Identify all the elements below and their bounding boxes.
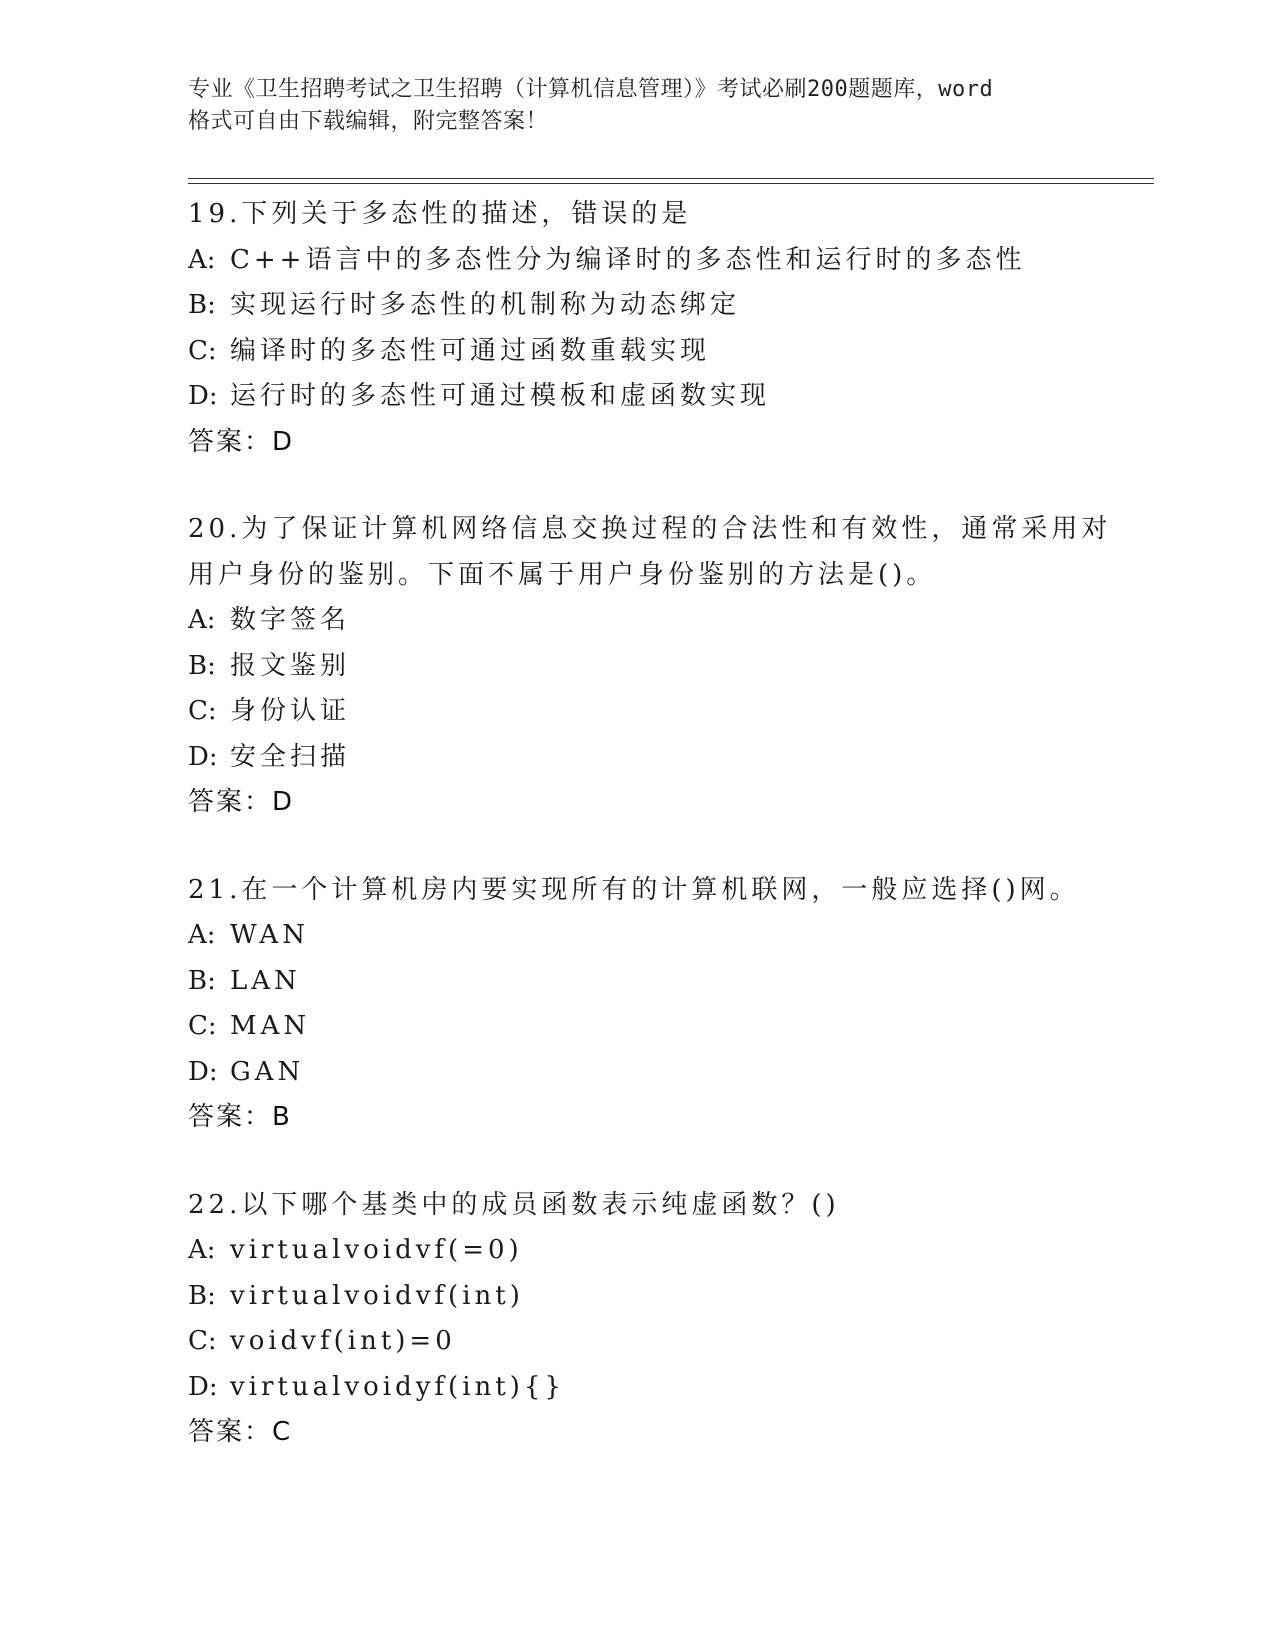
option-text: MAN — [230, 1011, 311, 1041]
option-text: GAN — [230, 1056, 305, 1087]
header-divider-bottom — [188, 183, 1154, 184]
option-c — [188, 689, 1118, 735]
question-22 — [188, 1183, 1118, 1456]
header-line-1: 专业《卫生招聘考试之卫生招聘（计算机信息管理）》考试必刷200题题库，word — [188, 77, 994, 102]
option-text: 身份认证 — [230, 696, 351, 726]
question-list — [188, 192, 1118, 1498]
option-key: D: — [188, 1371, 218, 1402]
option-text: voidvf(int)=0 — [230, 1326, 456, 1356]
option-text: C++语言中的多态性分为编译时的多态性和运行时的多态性 — [230, 244, 1026, 275]
option-key: D: — [188, 381, 218, 411]
question-21 — [188, 868, 1118, 1141]
option-text: virtualvoidvf(=0) — [230, 1235, 523, 1265]
document-header — [188, 74, 1088, 138]
question-19 — [188, 192, 1118, 465]
option-text: 安全扫描 — [230, 741, 351, 772]
answer-label: 答案：C — [188, 1417, 293, 1447]
option-b — [188, 283, 1118, 329]
option-text: 数字签名 — [230, 605, 351, 635]
option-b — [188, 644, 1118, 690]
option-text: 报文鉴别 — [230, 650, 351, 681]
question-20 — [188, 507, 1118, 826]
option-c — [188, 1319, 1118, 1365]
option-b — [188, 959, 1118, 1005]
option-key: D: — [188, 741, 218, 772]
option-d — [188, 374, 1118, 420]
option-key: A: — [188, 605, 216, 635]
option-d — [188, 735, 1118, 781]
option-key: B: — [188, 290, 216, 320]
option-key: A: — [188, 920, 216, 950]
answer-label: 答案：D — [188, 787, 295, 817]
option-key: A: — [188, 1235, 216, 1265]
option-text: 编译时的多态性可通过函数重载实现 — [230, 335, 711, 366]
option-key: B: — [188, 1280, 216, 1311]
option-text: virtualvoidvf(int) — [230, 1280, 524, 1311]
option-key: B: — [188, 965, 216, 996]
option-key: B: — [188, 650, 216, 681]
option-d — [188, 1365, 1118, 1411]
answer-label: 答案：B — [188, 1102, 292, 1132]
option-key: A: — [188, 244, 216, 275]
option-key: C: — [188, 1326, 217, 1356]
option-c — [188, 1004, 1118, 1050]
option-text: WAN — [230, 920, 309, 950]
option-a — [188, 598, 1118, 644]
question-stem: 20.为了保证计算机网络信息交换过程的合法性和有效性，通常采用对 — [188, 514, 1112, 544]
option-c — [188, 329, 1118, 375]
question-stem: 用户身份的鉴别。下面不属于用户身份鉴别的方法是()。 — [188, 559, 937, 590]
option-text: virtualvoidyf(int){} — [230, 1371, 565, 1402]
question-stem: 19.下列关于多态性的描述，错误的是 — [188, 199, 692, 229]
option-text: 实现运行时多态性的机制称为动态绑定 — [230, 290, 741, 320]
option-d — [188, 1050, 1118, 1096]
answer-label: 答案：D — [188, 426, 295, 457]
option-b — [188, 1274, 1118, 1320]
option-text: 运行时的多态性可通过模板和虚函数实现 — [230, 381, 771, 411]
option-key: C: — [188, 696, 217, 726]
option-key: C: — [188, 1011, 217, 1041]
question-stem: 22.以下哪个基类中的成员函数表示纯虚函数？() — [188, 1189, 840, 1220]
option-a — [188, 913, 1118, 959]
option-text: LAN — [230, 965, 301, 996]
option-key: C: — [188, 335, 217, 366]
header-divider-top — [188, 178, 1154, 179]
header-line-2: 格式可自由下载编辑，附完整答案！ — [188, 109, 549, 134]
question-stem: 21.在一个计算机房内要实现所有的计算机联网，一般应选择()网。 — [188, 874, 1080, 905]
option-a — [188, 1228, 1118, 1274]
option-a — [188, 238, 1118, 284]
option-key: D: — [188, 1056, 218, 1087]
